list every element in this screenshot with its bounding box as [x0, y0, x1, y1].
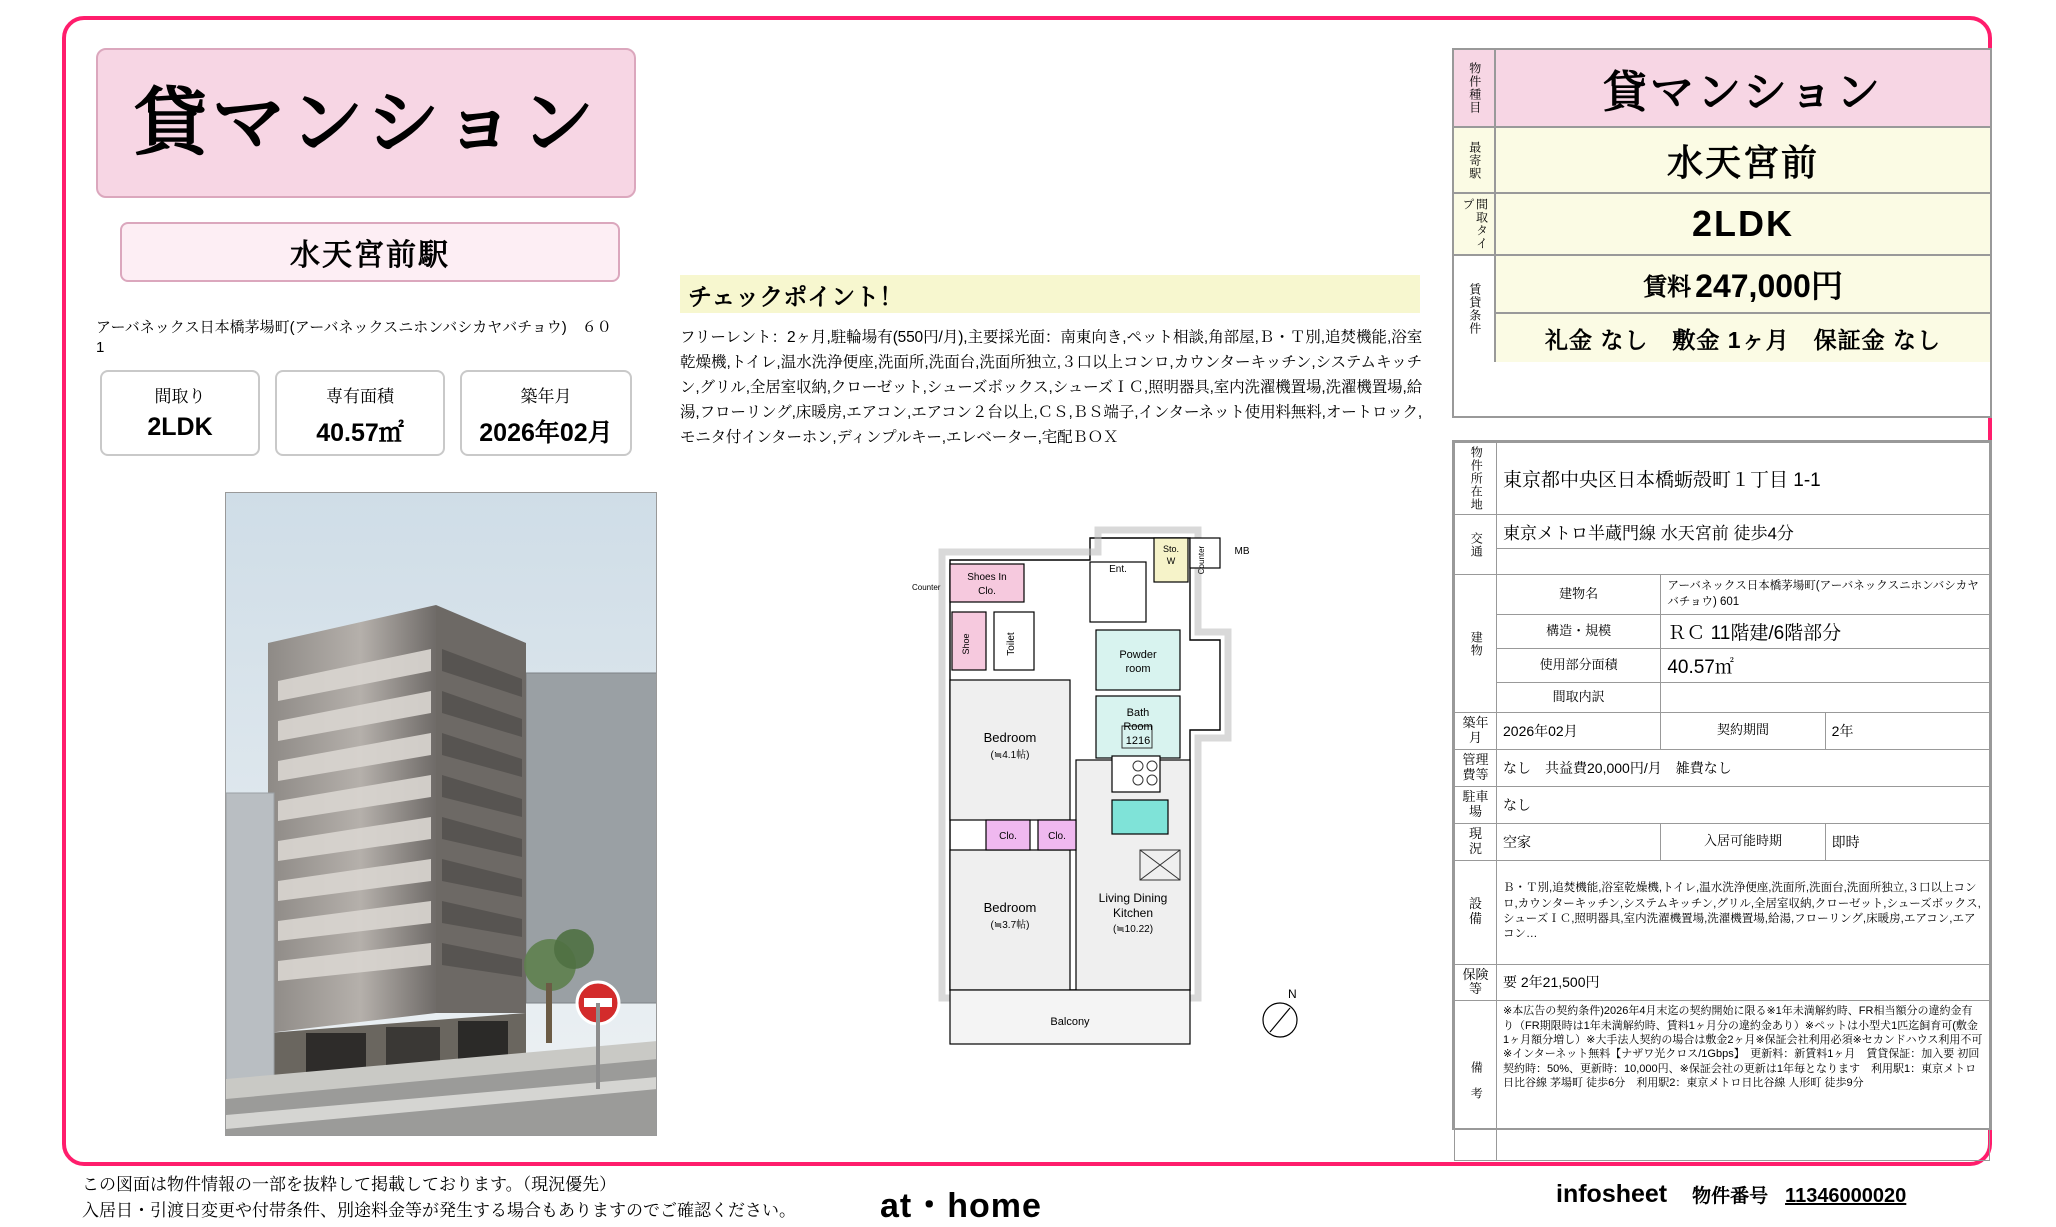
summary-label-station: 最寄駅: [1454, 128, 1496, 192]
detail-row-access2: [1455, 549, 1990, 575]
checkpoint-title: チェックポイント！: [688, 283, 904, 311]
category-title-box: [96, 48, 636, 198]
spec-built-value: 2026年02月: [479, 419, 613, 447]
spec-area: [275, 370, 445, 456]
spec-row: [100, 370, 720, 456]
svg-text:Powder: Powder: [1119, 649, 1157, 661]
detail-label-building-name: 建物名: [1497, 575, 1661, 615]
detail-row-access1: [1455, 515, 1990, 549]
detail-label-structure: 構造・規模: [1497, 615, 1661, 649]
svg-text:(≒10.22): (≒10.22): [1112, 924, 1154, 935]
svg-text:W: W: [1166, 556, 1176, 566]
detail-value-equip: Ｂ・Ｔ別,追焚機能,浴室乾燥機,トイレ,温水洗浄便座,洗面所,洗面台,洗面所独立,３口以上コンロ,カウンターキッチン,システムキッチン,グリル,全居室収納,クローゼット,シューズボックス,シューズＩＣ,照明器具,室内洗濯機置場,洗濯機置場,給湯,フローリング,床暖房,エアコン,エアコン…: [1497, 860, 1990, 964]
detail-value-mgmt: なし 共益費20,000円/月 雑費なし: [1497, 749, 1990, 786]
detail-value-built: 2026年02月: [1497, 713, 1661, 750]
detail-value-address: 東京都中央区日本橋蛎殻町１丁目 1-1: [1497, 443, 1990, 515]
detail-value-structure: ＲＣ 11階建/6階部分: [1661, 615, 1990, 649]
spec-layout-value: 2LDK: [147, 413, 213, 441]
svg-text:Living Dining: Living Dining: [1098, 891, 1168, 905]
svg-text:Counter: Counter: [912, 583, 941, 592]
footer-note-2: 入居日・引渡日変更や付帯条件、別途料金等が発生する場合もありますのでご確認ください。: [82, 1200, 796, 1220]
detail-row-building-name: [1455, 575, 1990, 615]
detail-label-built: 築年月: [1455, 713, 1497, 750]
svg-text:MB: MB: [1234, 546, 1250, 557]
svg-text:Ent.: Ent.: [1109, 564, 1127, 575]
svg-text:Toilet: Toilet: [1006, 632, 1017, 656]
summary-row-layout: [1454, 194, 1990, 256]
svg-text:N: N: [1288, 987, 1297, 1001]
detail-value-contract: 2年: [1825, 713, 1989, 750]
detail-row-address: [1455, 443, 1990, 515]
building-photo: [225, 492, 657, 1136]
building-name-heading: [96, 318, 716, 359]
detail-label-equip: 設 備: [1455, 860, 1497, 964]
detail-label-notes: 備 考: [1455, 1001, 1497, 1161]
detail-value-movein: 即時: [1825, 823, 1989, 860]
svg-text:Bath: Bath: [1126, 707, 1150, 719]
svg-text:(≒4.1帖): (≒4.1帖): [990, 750, 1030, 761]
footer-note-1: この図面は物件情報の一部を抜粋して掲載しております。（現況優先）: [82, 1175, 617, 1194]
detail-row-insurance: [1455, 964, 1990, 1001]
spec-layout-label: 間取り: [154, 387, 206, 406]
conditions-value: 礼金 なし 敷金 1ヶ月 保証金 なし: [1545, 326, 1941, 353]
detail-value-notes: ※本広告の契約条件)2026年4月末迄の契約開始に限る※1年未満解約時、FR相当額分の違約金有り（FR期限時は1年未満解約時、賃料1ヶ月分の違約金あり）※ペットは小型犬1匹迄飼育可(敷金1ヶ月額分増し）※大手法人契約の場合は敷金2ヶ月※保証会社利用必須※セカンドハウス利用不可※インターネット無料【ナザワ光クロス/1Gbps】 更新料：新賃料1ヶ月 賃貸保証：加入要 初回契約時：50%、更新時：10,000円、※保証会社の更新は1年毎となります 利用駅1：東京メトロ日比谷線 茅場町 徒歩6分 利用駅2：東京メトロ日比谷線 人形町 徒歩9分: [1497, 1001, 1990, 1161]
building-name-line1: アーバネックス日本橋茅場町(アーバネックスニホンバシカヤバチョウ) ６０: [96, 319, 612, 336]
station-box: [120, 222, 620, 282]
category-title: 貸マンション: [133, 81, 599, 164]
detail-label-building: 建物: [1455, 575, 1497, 713]
svg-text:Shoes In: Shoes In: [967, 572, 1007, 583]
detail-label-layout-detail: 間取内訳: [1497, 683, 1661, 713]
detail-value-access1: 東京メトロ半蔵門線 水天宮前 徒歩4分: [1497, 515, 1990, 549]
spec-built: [460, 370, 632, 456]
detail-row-status: [1455, 823, 1990, 860]
detail-label-mgmt: 管理費等: [1455, 749, 1497, 786]
detail-row-notes: [1455, 1001, 1990, 1161]
detail-row-layout-detail: [1455, 683, 1990, 713]
property-no-value: 11346000020: [1785, 1185, 1907, 1207]
detail-row-mgmt: [1455, 749, 1990, 786]
checkpoint-title-bar: [680, 275, 1420, 313]
detail-value-insurance: 要 2年21,500円: [1497, 964, 1990, 1001]
detail-value-parking: なし: [1497, 786, 1990, 823]
detail-label-status: 現 況: [1455, 823, 1497, 860]
detail-label-movein: 入居可能時期: [1661, 823, 1825, 860]
rent-label: 賃料: [1643, 273, 1692, 301]
svg-text:Bedroom: Bedroom: [983, 730, 1037, 745]
rent-value: 247,000円: [1695, 268, 1843, 304]
summary-row-rent-conditions: [1454, 256, 1990, 362]
spec-layout: [100, 370, 260, 456]
summary-row-category: [1454, 50, 1990, 128]
spec-area-value: 40.57㎡: [316, 419, 404, 447]
summary-label-layout: 間取タイプ: [1454, 194, 1496, 254]
detail-row-built: [1455, 713, 1990, 750]
compass-icon: [1263, 987, 1297, 1037]
detail-label-address: 物件所在地: [1455, 443, 1497, 515]
checkpoint-body: フリーレント：2ヶ月,駐輪場有(550円/月),主要採光面：南東向き,ペット相談,角部屋,Ｂ・Ｔ別,追焚機能,浴室乾燥機,トイレ,温水洗浄便座,洗面所,洗面台,洗面所独立,３口以上コンロ,カウンターキッチン,システムキッチン,グリル,全居室収納,クローゼット,シューズボックス,シューズＩＣ,照明器具,室内洗濯機置場,洗濯機置場,給湯,フローリング,床暖房,エアコン,エアコン２台以上,ＣＳ,ＢＳ端子,インターネット使用料無料,オートロック,モニタ付インターホン,ディンプルキー,エレベーター,宅配ＢＯＸ: [680, 329, 1422, 447]
summary-value-station: 水天宮前: [1666, 141, 1819, 183]
station-label: 水天宮前駅: [290, 239, 450, 272]
detail-label-area: 使用部分面積: [1497, 649, 1661, 683]
building-name-line2: 1: [96, 339, 105, 357]
svg-text:Bedroom: Bedroom: [983, 900, 1037, 915]
svg-text:(≒3.7帖): (≒3.7帖): [990, 920, 1030, 931]
detail-row-structure: [1455, 615, 1990, 649]
svg-text:Clo.: Clo.: [978, 586, 996, 597]
svg-text:Clo.: Clo.: [999, 831, 1017, 842]
summary-value-category: 貸マンション: [1602, 68, 1884, 117]
detail-label-contract: 契約期間: [1661, 713, 1825, 750]
detail-table: [1452, 440, 1992, 1130]
detail-value-status: 空家: [1497, 823, 1661, 860]
detail-label-access: 交通: [1455, 515, 1497, 575]
svg-text:Counter: Counter: [1197, 545, 1206, 575]
svg-text:1216: 1216: [1125, 735, 1151, 747]
floorplan-svg: [890, 520, 1320, 1130]
detail-value-access2: [1497, 549, 1990, 575]
detail-row-area: [1455, 649, 1990, 683]
detail-label-insurance: 保険等: [1455, 964, 1497, 1001]
spec-area-label: 専有面積: [326, 387, 394, 406]
spec-built-label: 築年月: [520, 387, 572, 406]
svg-text:Clo.: Clo.: [1048, 831, 1066, 842]
floorplan: [890, 520, 1320, 1130]
detail-row-equip: [1455, 860, 1990, 964]
svg-text:room: room: [1125, 663, 1151, 675]
svg-text:Sto.: Sto.: [1162, 544, 1180, 554]
svg-text:Shoe: Shoe: [961, 633, 971, 655]
svg-text:Balcony: Balcony: [1050, 1016, 1090, 1028]
footer-notes: [82, 1172, 982, 1223]
detail-value-layout-detail: [1661, 683, 1990, 713]
property-no-label: 物件番号: [1692, 1186, 1769, 1207]
detail-label-parking: 駐車場: [1455, 786, 1497, 823]
infosheet-label: infosheet: [1556, 1180, 1668, 1208]
summary-row-station: [1454, 128, 1990, 194]
building-photo-svg: [226, 493, 657, 1136]
detail-value-building-name: アーバネックス日本橋茅場町(アーバネックスニホンバシカヤバチョウ) 601: [1661, 575, 1990, 615]
svg-text:Kitchen: Kitchen: [1112, 906, 1154, 920]
summary-table: [1452, 48, 1992, 418]
detail-row-parking: [1455, 786, 1990, 823]
summary-label-conditions: 賃貸条件: [1454, 256, 1496, 362]
svg-text:Room: Room: [1123, 721, 1153, 733]
summary-label-category: 物件種目: [1454, 50, 1496, 126]
summary-value-layout: 2LDK: [1691, 203, 1794, 244]
detail-value-area: 40.57㎡: [1661, 649, 1990, 683]
athome-logo: at・home: [880, 1187, 1042, 1225]
infosheet-footer: [1556, 1180, 1906, 1209]
